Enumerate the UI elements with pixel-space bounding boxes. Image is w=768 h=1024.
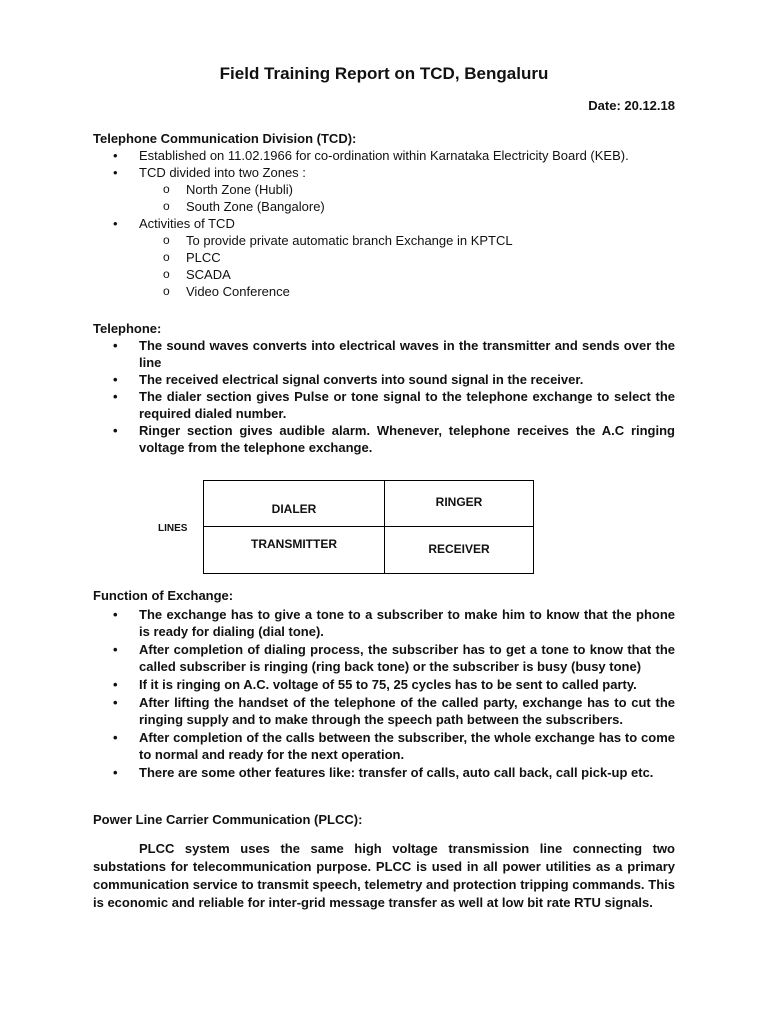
list-item: • Ringer section gives audible alarm. Whenever, telephone receives the A.C ringing voltage from the telephone exchange. (93, 422, 675, 456)
sublist-item: o PLCC (139, 249, 675, 266)
list-item: • The received electrical signal converts into sound signal in the receiver. (93, 371, 675, 388)
zones-sublist (139, 181, 675, 215)
tcd-heading: Telephone Communication Division (TCD): (93, 131, 357, 146)
tcd-list (93, 147, 675, 300)
document-date: Date: 20.12.18 (588, 98, 675, 113)
list-item: • There are some other features like: transfer of calls, auto call back, call pick-up etc. (93, 764, 675, 781)
list-item: • The sound waves converts into electrical waves in the transmitter and sends over the line (93, 337, 675, 371)
sublist-item: o To provide private automatic branch Exchange in KPTCL (139, 232, 675, 249)
sublist-item: o SCADA (139, 266, 675, 283)
list-item: • The dialer section gives Pulse or tone signal to the telephone exchange to select the required dialed number. (93, 388, 675, 422)
list-item: • The exchange has to give a tone to a subscriber to make him to know that the phone is ready for dialing (dial tone). (93, 606, 675, 640)
plcc-paragraph: PLCC system uses the same high voltage transmission line connecting two substations for telecommunication purpose. PLCC is used in all power utilities as a primary communication service to transmit speech, telemetry and protection tripping commands. This is economic and reliable for inter-grid message transfer as well at low bit rate RTU signals. (93, 841, 675, 910)
list-item (93, 215, 675, 300)
list-item: • After completion of the calls between the subscriber, the whole exchange has to come to normal and ready for the next operation. (93, 729, 675, 763)
telephone-section (93, 320, 675, 456)
ringer-cell: RINGER (435, 495, 483, 509)
list-item-text: Activities of TCD (139, 216, 235, 231)
list-item: • If it is ringing on A.C. voltage of 55 to 75, 25 cycles has to be sent to called party. (93, 676, 675, 693)
list-item: • After completion of dialing process, the subscriber has to get a tone to know that the called subscriber is ringing (ring back tone) or the subscriber is busy (busy tone) (93, 641, 675, 675)
transmitter-cell: TRANSMITTER (251, 537, 337, 551)
exchange-section (93, 587, 675, 781)
plcc-heading: Power Line Carrier Communication (PLCC): (93, 812, 363, 827)
sublist-item: o Video Conference (139, 283, 675, 300)
activities-sublist (139, 232, 675, 300)
exchange-heading: Function of Exchange: (93, 588, 234, 603)
exchange-list (93, 606, 675, 781)
receiver-cell: RECEIVER (428, 542, 490, 556)
lines-label: LINES (158, 523, 188, 534)
sublist-item: o North Zone (Hubli) (139, 181, 675, 198)
dialer-cell: DIALER (271, 502, 317, 516)
list-item-text: TCD divided into two Zones : (139, 165, 306, 180)
telephone-block-diagram (203, 480, 534, 574)
list-item: • After lifting the handset of the telephone of the called party, exchange has to cut the ringing supply and to make through the speech path between the subscribers. (93, 694, 675, 728)
diagram-divider-horizontal (204, 526, 533, 527)
document-title: Field Training Report on TCD, Bengaluru (219, 64, 549, 83)
list-item: • Established on 11.02.1966 for co-ordination within Karnataka Electricity Board (KEB). (93, 147, 675, 164)
telephone-list (93, 337, 675, 456)
sublist-item: o South Zone (Bangalore) (139, 198, 675, 215)
plcc-section (93, 811, 675, 912)
telephone-heading: Telephone: (93, 321, 162, 336)
list-item (93, 164, 675, 215)
tcd-section (93, 130, 675, 300)
